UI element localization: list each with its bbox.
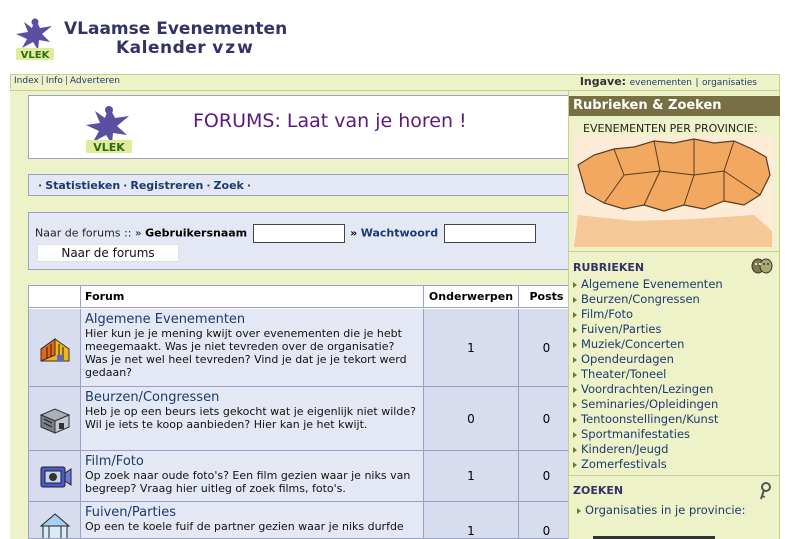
forum-description: Op zoek naar oude foto's? Een film gezien waar je niks van begreep? Vraag hier uitleg of zoek films, foto's.	[85, 469, 411, 495]
sidebar-divider	[569, 475, 780, 476]
top-nav: Index | Info | Adverteren	[14, 76, 121, 86]
rubriek-item[interactable]	[573, 322, 723, 337]
login-prefix: Naar de forums :: »	[35, 226, 142, 240]
top-nav-bar	[10, 74, 780, 91]
login-submit-button[interactable]: Naar de forums	[37, 244, 179, 262]
forum-icon-cell	[29, 309, 81, 386]
rubriek-item[interactable]	[573, 427, 723, 442]
rubriek-label[interactable]: Muziek/Concerten	[581, 337, 685, 351]
forum-table-header	[29, 286, 573, 308]
organisaties-link-label[interactable]: Organisaties in je provincie:	[585, 503, 746, 517]
forum-icon-cell	[29, 451, 81, 501]
topics-count: 1	[467, 469, 475, 483]
password-input[interactable]	[444, 224, 536, 243]
provinces-title: EVENEMENTEN PER PROVINCIE:	[583, 122, 758, 135]
theater-masks-icon	[751, 258, 773, 274]
statistieken-link[interactable]: Statistieken	[45, 179, 121, 192]
site-title-kalender: Kalender	[116, 38, 207, 58]
camera-icon	[37, 459, 73, 495]
rubriek-item[interactable]	[573, 382, 723, 397]
forum-heading: FORUMS: Laat van je horen !	[193, 110, 467, 132]
posts-count: 0	[542, 340, 551, 355]
password-label: Wachtwoord	[360, 226, 439, 240]
header-onderwerpen: Onderwerpen	[424, 286, 519, 308]
table-row	[29, 309, 573, 387]
zoeken-title: ZOEKEN	[573, 484, 624, 497]
forum-description: Op een te koele fuif de partner gezien waar je niks durfde	[85, 520, 404, 533]
forum-topics-cell	[424, 309, 519, 386]
username-label: Gebruikersnaam	[145, 226, 248, 240]
registreren-link[interactable]: Registreren	[130, 179, 204, 192]
header-icon-col	[29, 286, 81, 308]
forum-table	[28, 285, 573, 539]
forum-posts-cell	[519, 502, 573, 539]
username-input[interactable]	[253, 224, 345, 243]
forum-link-fuiven-parties[interactable]: Fuiven/Parties	[85, 505, 176, 520]
rubriek-label[interactable]: Opendeurdagen	[581, 352, 674, 366]
forum-links: · Statistieken · Registreren · Zoek ·	[38, 179, 252, 192]
sidebar-divider	[569, 251, 780, 252]
rubriek-label[interactable]: Sportmanifestaties	[581, 427, 691, 441]
forum-link-film-foto[interactable]: Film/Foto	[85, 454, 144, 469]
rubriek-item[interactable]	[573, 442, 723, 457]
nav-index-link[interactable]: Index	[14, 76, 39, 86]
site-title-line2	[64, 39, 287, 58]
rubriek-item[interactable]	[573, 292, 723, 307]
forum-description: Heb je op een beurs iets gekocht wat je eigenlijk niet wilde? Wil je iets te koop aanbieden? Hier kan je het kwijt.	[85, 405, 416, 431]
rubriek-label[interactable]: Fuiven/Parties	[581, 322, 662, 336]
rubriek-label[interactable]: Algemene Evenementen	[581, 277, 723, 291]
forum-title-panel	[28, 95, 573, 159]
rubriek-label[interactable]: Theater/Toneel	[581, 367, 667, 381]
header-forum: Forum	[81, 286, 424, 308]
forum-icon-cell	[29, 387, 81, 450]
forum-posts-cell	[519, 309, 573, 386]
forum-desc-cell	[81, 502, 424, 539]
organisaties-provincie-link[interactable]	[577, 503, 746, 517]
zoek-link[interactable]: Zoek	[213, 179, 244, 192]
forum-link-algemene-evenementen[interactable]: Algemene Evenementen	[85, 312, 246, 327]
rubriek-label[interactable]: Film/Foto	[581, 307, 634, 321]
forum-description: Hier kun je je mening kwijt over evenementen die je hebt meegemaakt. Was je niet tevreden over de organisatie? Was je net wel heel tevreden? Vind je dat je je tekort werd gedaan?	[85, 327, 407, 379]
rubriek-label[interactable]: Beurzen/Congressen	[581, 292, 700, 306]
logo-large-text: VLEK	[93, 141, 125, 154]
rubrieken-title: RUBRIEKEN	[573, 261, 645, 274]
vlek-logo-large-icon[interactable]	[81, 102, 137, 154]
login-panel	[28, 212, 573, 270]
ingave-evenementen-link[interactable]: evenementen	[629, 78, 692, 88]
topics-count: 1	[467, 524, 475, 538]
forum-topics-cell	[424, 387, 519, 450]
rubriek-label[interactable]: Voordrachten/Lezingen	[581, 382, 714, 396]
header-posts: Posts	[529, 290, 564, 303]
sidebar	[568, 91, 780, 539]
rubriek-label[interactable]: Tentoonstellingen/Kunst	[581, 412, 719, 426]
ingave-label: Ingave:	[579, 75, 627, 88]
forum-posts-cell	[519, 451, 573, 501]
rubrieken-list	[573, 277, 723, 472]
rubriek-item[interactable]	[573, 352, 723, 367]
key-icon	[759, 482, 771, 500]
login-row	[35, 224, 538, 243]
ingave-links: Ingave: evenementen | organisaties	[579, 75, 757, 88]
logo-text: VLEK	[20, 50, 50, 61]
forum-topics-cell	[424, 502, 519, 539]
factory-icon	[37, 401, 73, 437]
table-row	[29, 387, 573, 451]
rubriek-item[interactable]	[573, 457, 723, 472]
rubriek-item[interactable]	[573, 277, 723, 292]
rubriek-item[interactable]	[573, 412, 723, 427]
rubriek-item[interactable]	[573, 307, 723, 322]
forum-topics-cell	[424, 451, 519, 501]
rubriek-label[interactable]: Zomerfestivals	[581, 457, 667, 471]
building-icon	[37, 329, 73, 365]
rubriek-item[interactable]	[573, 367, 723, 382]
posts-count: 0	[542, 411, 551, 426]
forum-desc-cell	[81, 451, 424, 501]
forum-desc-cell	[81, 309, 424, 386]
vlek-logo-icon[interactable]	[12, 14, 58, 62]
nav-adverteren-link[interactable]: Adverteren	[69, 76, 121, 86]
forum-icon-cell	[29, 502, 81, 539]
province-map[interactable]	[574, 135, 774, 247]
site-header	[0, 0, 790, 74]
rubriek-label[interactable]: Kinderen/Jeugd	[581, 442, 669, 456]
rubriek-label[interactable]: Seminaries/Opleidingen	[581, 397, 719, 411]
posts-count: 0	[542, 469, 551, 483]
ingave-organisaties-link[interactable]: organisaties	[702, 78, 757, 88]
login-arrow: »	[350, 226, 358, 240]
forum-links-panel	[28, 174, 573, 196]
table-row	[29, 451, 573, 502]
sidebar-header: Rubrieken & Zoeken	[569, 96, 780, 116]
posts-count: 0	[542, 524, 551, 538]
topics-count: 1	[467, 340, 475, 355]
forum-link-beurzen-congressen[interactable]: Beurzen/Congressen	[85, 390, 220, 405]
site-title-vzw: vzw	[212, 38, 255, 58]
tent-icon	[37, 510, 73, 539]
table-row	[29, 502, 573, 539]
main-content	[10, 91, 568, 539]
rubriek-item[interactable]	[573, 397, 723, 412]
forum-posts-cell	[519, 387, 573, 450]
rubriek-item[interactable]	[573, 337, 723, 352]
site-title-line1: VLaamse Evenementen	[64, 19, 288, 39]
topics-count: 0	[467, 411, 475, 426]
nav-info-link[interactable]: Info	[45, 76, 63, 86]
site-title	[64, 20, 287, 58]
forum-desc-cell	[81, 387, 424, 450]
